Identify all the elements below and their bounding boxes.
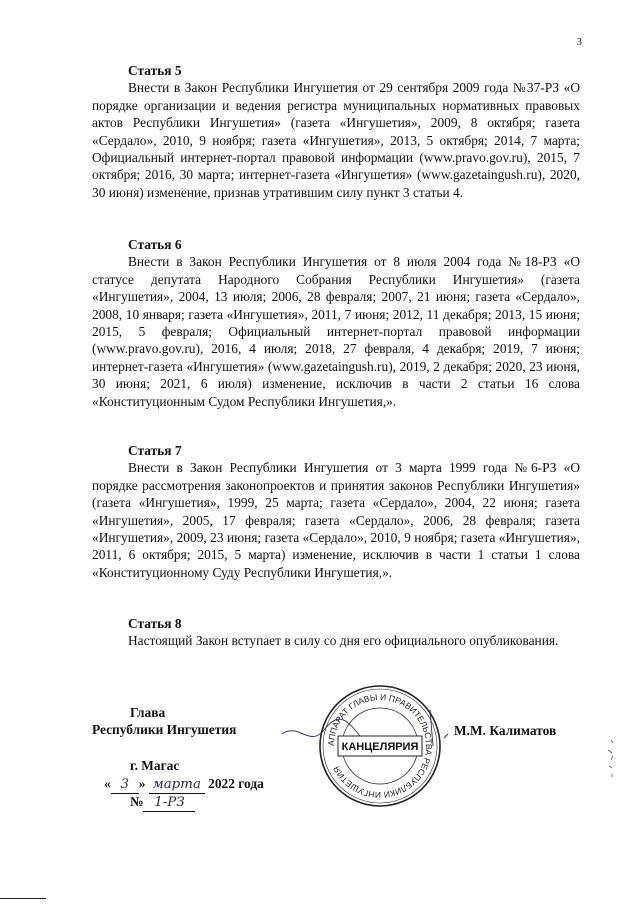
article-text: Внести в Закон Республики Ингушетия от 8 июля 2004 года №18-РЗ «О статусе депутата Народного Собрания Республики Ингушетия» (газета «Ингушетия», 2004, 13 июля; 2006, 28 февраля; 2007, 21 июня; газета «Сердало», 2008, 10 января; газета «Ингушетия», 2011, 7 июня; 2012, 11 декабря; 2013, 15 июня; 2015, 5 февраля; Официальный интернет-портал правовой информации (www.pravo.gov.ru), 2016, 4 июля; 2018, 27 февраля, 4 декабря; 2019, 7 июня; интернет-газета «Ингушетия» (www.gazetaingush.ru), 2019, 2 декабря; 2020, 23 июня, 30 июня; 2021, 6 июля) изменение, исключив в части 2 статьи 16 слова «Конституционным Судом Республики Ингушетия,».	[92, 254, 580, 409]
signatory-title: Глава	[130, 705, 166, 720]
number-value: 1-РЗ	[143, 794, 195, 812]
signatory-name: М.М. Калиматов	[454, 723, 557, 738]
page-number: 3	[576, 36, 582, 48]
article-5	[92, 62, 580, 201]
article-8	[92, 615, 580, 650]
signing-city: г. Магас	[130, 758, 180, 773]
date-year: 2022	[208, 776, 235, 791]
article-text: Настоящий Закон вступает в силу со дня его официального опубликования.	[128, 633, 559, 649]
margin-marks	[604, 738, 618, 782]
article-text: Внести в Закон Республики Ингушетия от 3 марта 1999 года №6-РЗ «О порядке рассмотрения законопроектов и принятия законов Республики Ингушетия» (газета «Ингушетия», 1999, 25 марта; газета «Сердало», 2004, 22 июня; газета «Ингушетия», 2005, 17 февраля; газета «Сердало», 2006, 28 февраля; газета «Ингушетия», 2009, 23 июня; газета «Сердало», 2010, 9 ноября; газета «Ингушетия», 2011, 6 октября; 2015, 5 марта) изменение, исключив в части 1 статьи 1 слова «Конституционному Суду Республики Ингушетия,».	[92, 460, 580, 580]
signatory-region: Республики Ингушетия	[92, 722, 237, 737]
date-close-quote: »	[138, 776, 146, 791]
article-7	[92, 442, 580, 581]
signing-date	[104, 775, 264, 794]
seal-center-text: КАНЦЕЛЯРИЯ	[341, 741, 419, 753]
article-6	[92, 236, 580, 410]
law-number	[130, 793, 195, 812]
article-heading: Статья 5	[128, 63, 182, 78]
official-seal	[318, 684, 442, 808]
article-heading: Статья 8	[128, 616, 182, 631]
date-open-quote: «	[104, 776, 111, 791]
date-month: марта	[149, 776, 205, 794]
date-year-word: года	[238, 776, 264, 791]
number-prefix: №	[130, 794, 144, 809]
page-edge-line	[0, 898, 46, 899]
article-heading: Статья 6	[128, 237, 182, 252]
article-heading: Статья 7	[128, 443, 182, 458]
seal-ring-text: АППАРАТ ГЛАВЫ И ПРАВИТЕЛЬСТВА РЕСПУБЛИКИ ИНГУШЕТИЯ	[325, 691, 435, 801]
date-day: 3	[111, 776, 139, 794]
article-text: Внести в Закон Республики Ингушетия от 29 сентября 2009 года №37-РЗ «О порядке организации и ведения регистра муниципальных нормативных правовых актов Республики Ингушетия» (газета «Ингушетия», 2009, 8 октября; газета «Сердало», 2010, 9 ноября; газета «Ингушетия», 2013, 5 октября; 2014, 7 марта; Официальный интернет-портал правовой информации (www.pravo.gov.ru), 2015, 7 октября; 2016, 30 марта; интернет-газета «Ингушетия» (www.gazetaingush.ru), 2020, 30 июня) изменение, признав утратившим силу пункт 3 статьи 4.	[92, 80, 580, 200]
